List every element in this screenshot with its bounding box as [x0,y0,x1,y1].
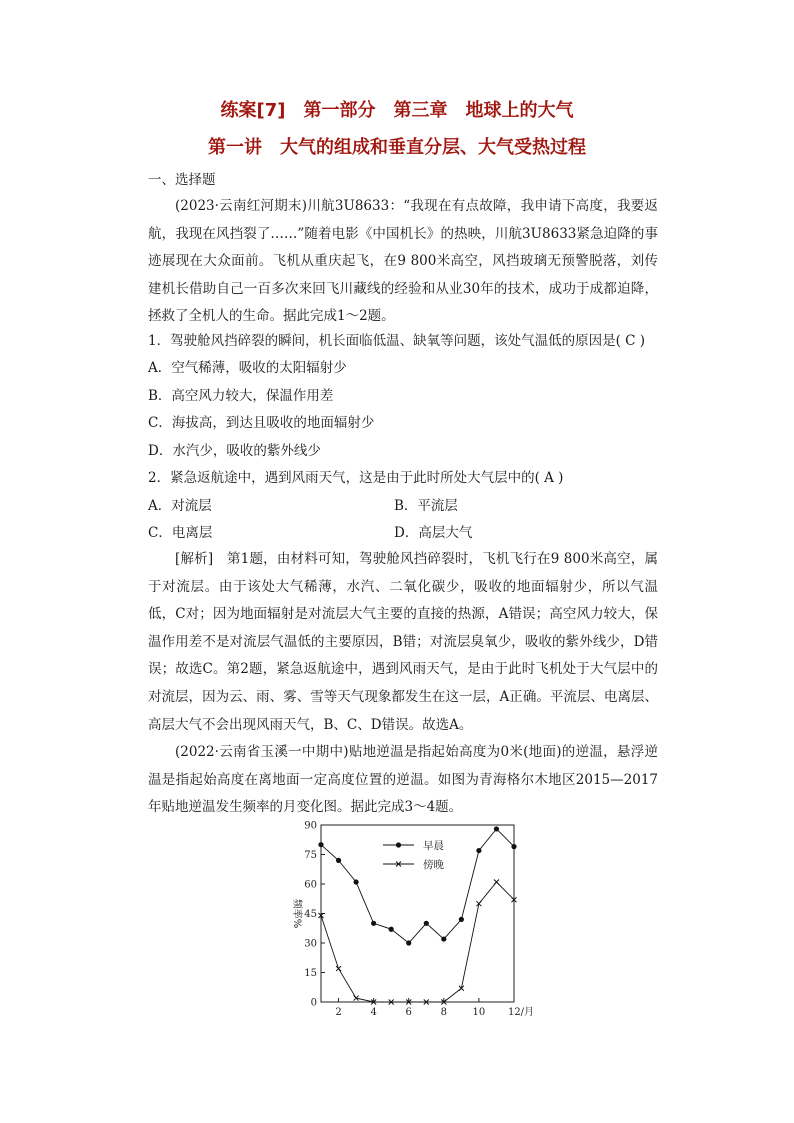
morning-point [424,921,429,926]
y-tick-label: 30 [304,938,317,950]
legend-marker [396,842,401,847]
morning-point [459,917,464,922]
x-tick-label: 4 [370,1007,377,1018]
morning-point [494,826,499,831]
material-2-text: (2022·云南省玉溪一中期中)贴地逆温是指起始高度为0米(地面)的逆温，悬浮逆温是指起始高度在离地面一定高度位置的逆温。如图为青海格尔木地区2015—2017年贴地逆温发生频率的月变化图。据此完成3～4题。 [148,744,658,816]
series-line-evening [321,882,514,1002]
morning-point [389,927,394,932]
morning-point [441,936,446,941]
y-tick-label: 0 [310,997,317,1009]
question-2-stem: 2．紧急返航途中，遇到风雨天气，这是由于此时所处大气层中的( A ) [148,470,564,486]
question-1-stem: 1．驾驶舱风挡碎裂的瞬间，机长面临低温、缺氧等问题，该处气温低的原因是( C ) [148,333,646,349]
morning-point [336,858,341,863]
x-tick-label: 2 [335,1007,342,1018]
evening-point [336,966,341,971]
y-tick-label: 90 [304,820,317,832]
question-1-option-c: C．海拔高，到达且吸收的地面辐射少 [148,415,375,431]
evening-point [494,880,499,885]
analysis-text: [解析] 第1题，由材料可知，驾驶舱风挡碎裂时，飞机飞行在9 800米高空，属于对流层。由于该处大气稀薄，水汽、二氧化碳少，吸收的地面辐射少，所以气温低，C对；因为地面辐射是对流层大气主要的直接的热源，A错误；高空风力较大，保温作用差不是对流层气温低的主要原因，B错；对流层臭氧少，吸收的紫外线少，D错误；故选C。第2题，紧急返航途中，遇到风雨天气，是由于此时飞机处于大气层中的对流层，因为云、雨、雾、雪等天气现象都发生在这一层，A正确。平流层、电离层、高层大气不会出现风雨天气，B、C、D错误。故选A。 [148,551,658,733]
section-title: 一、选择题 [148,172,216,188]
y-tick-label: 45 [304,909,317,920]
y-tick-label: 60 [304,879,317,891]
y-tick-label: 15 [304,968,317,979]
material-2 [148,739,658,822]
question-1-option-a: A．空气稀薄，吸收的太阳辐射少 [148,360,347,376]
frequency-line-chart [282,818,552,1023]
morning-point [406,940,411,945]
morning-point [476,848,481,853]
plot-frame [321,825,514,1002]
page-title: 练案[7] 第一部分 第三章 地球上的大气 [220,100,574,121]
material-1-text: (2023·云南红河期末)川航3U8633：“我现在有点故障，我申请下高度，我要返航，我现在风挡裂了……”随着电影《中国机长》的热映，川航3U8633紧急迫降的事迹展现在大众面前。飞机从重庆起飞，在9 800米高空，风挡玻璃无预警脱落，刘传建机长借助自己一百多次来回飞川藏线的经验和从业30年的技术，成功于成都迫降，拯救了全机人的生命。据此完成1～2题。 [148,198,658,325]
morning-point [353,879,358,884]
legend-label: 傍晚 [423,859,444,871]
question-2-option-b: B．平流层 [394,498,458,514]
question-1-option-d: D．水汽少，吸收的紫外线少 [148,443,321,459]
x-tick-label: 8 [440,1007,448,1018]
question-2-option-c: C．电离层 [148,525,213,541]
analysis [148,546,658,739]
question-2-option-d: D．高层大气 [394,525,473,541]
x-tick-label: 12/月 [507,1007,535,1018]
material-1 [148,193,658,331]
series-line-morning [321,829,514,943]
morning-point [318,842,323,847]
y-tick-label: 75 [304,850,317,861]
morning-point [371,921,376,926]
page-subtitle: 第一讲 大气的组成和垂直分层、大气受热过程 [208,137,586,158]
question-2-option-a: A．对流层 [148,498,212,514]
y-axis-label: 频率% [291,898,302,929]
x-tick-label: 10 [472,1007,486,1018]
morning-point [511,844,516,849]
question-1-option-b: B．高空风力较大，保温作用差 [148,388,334,404]
legend-label: 早晨 [423,840,444,852]
x-tick-label: 6 [405,1007,412,1018]
